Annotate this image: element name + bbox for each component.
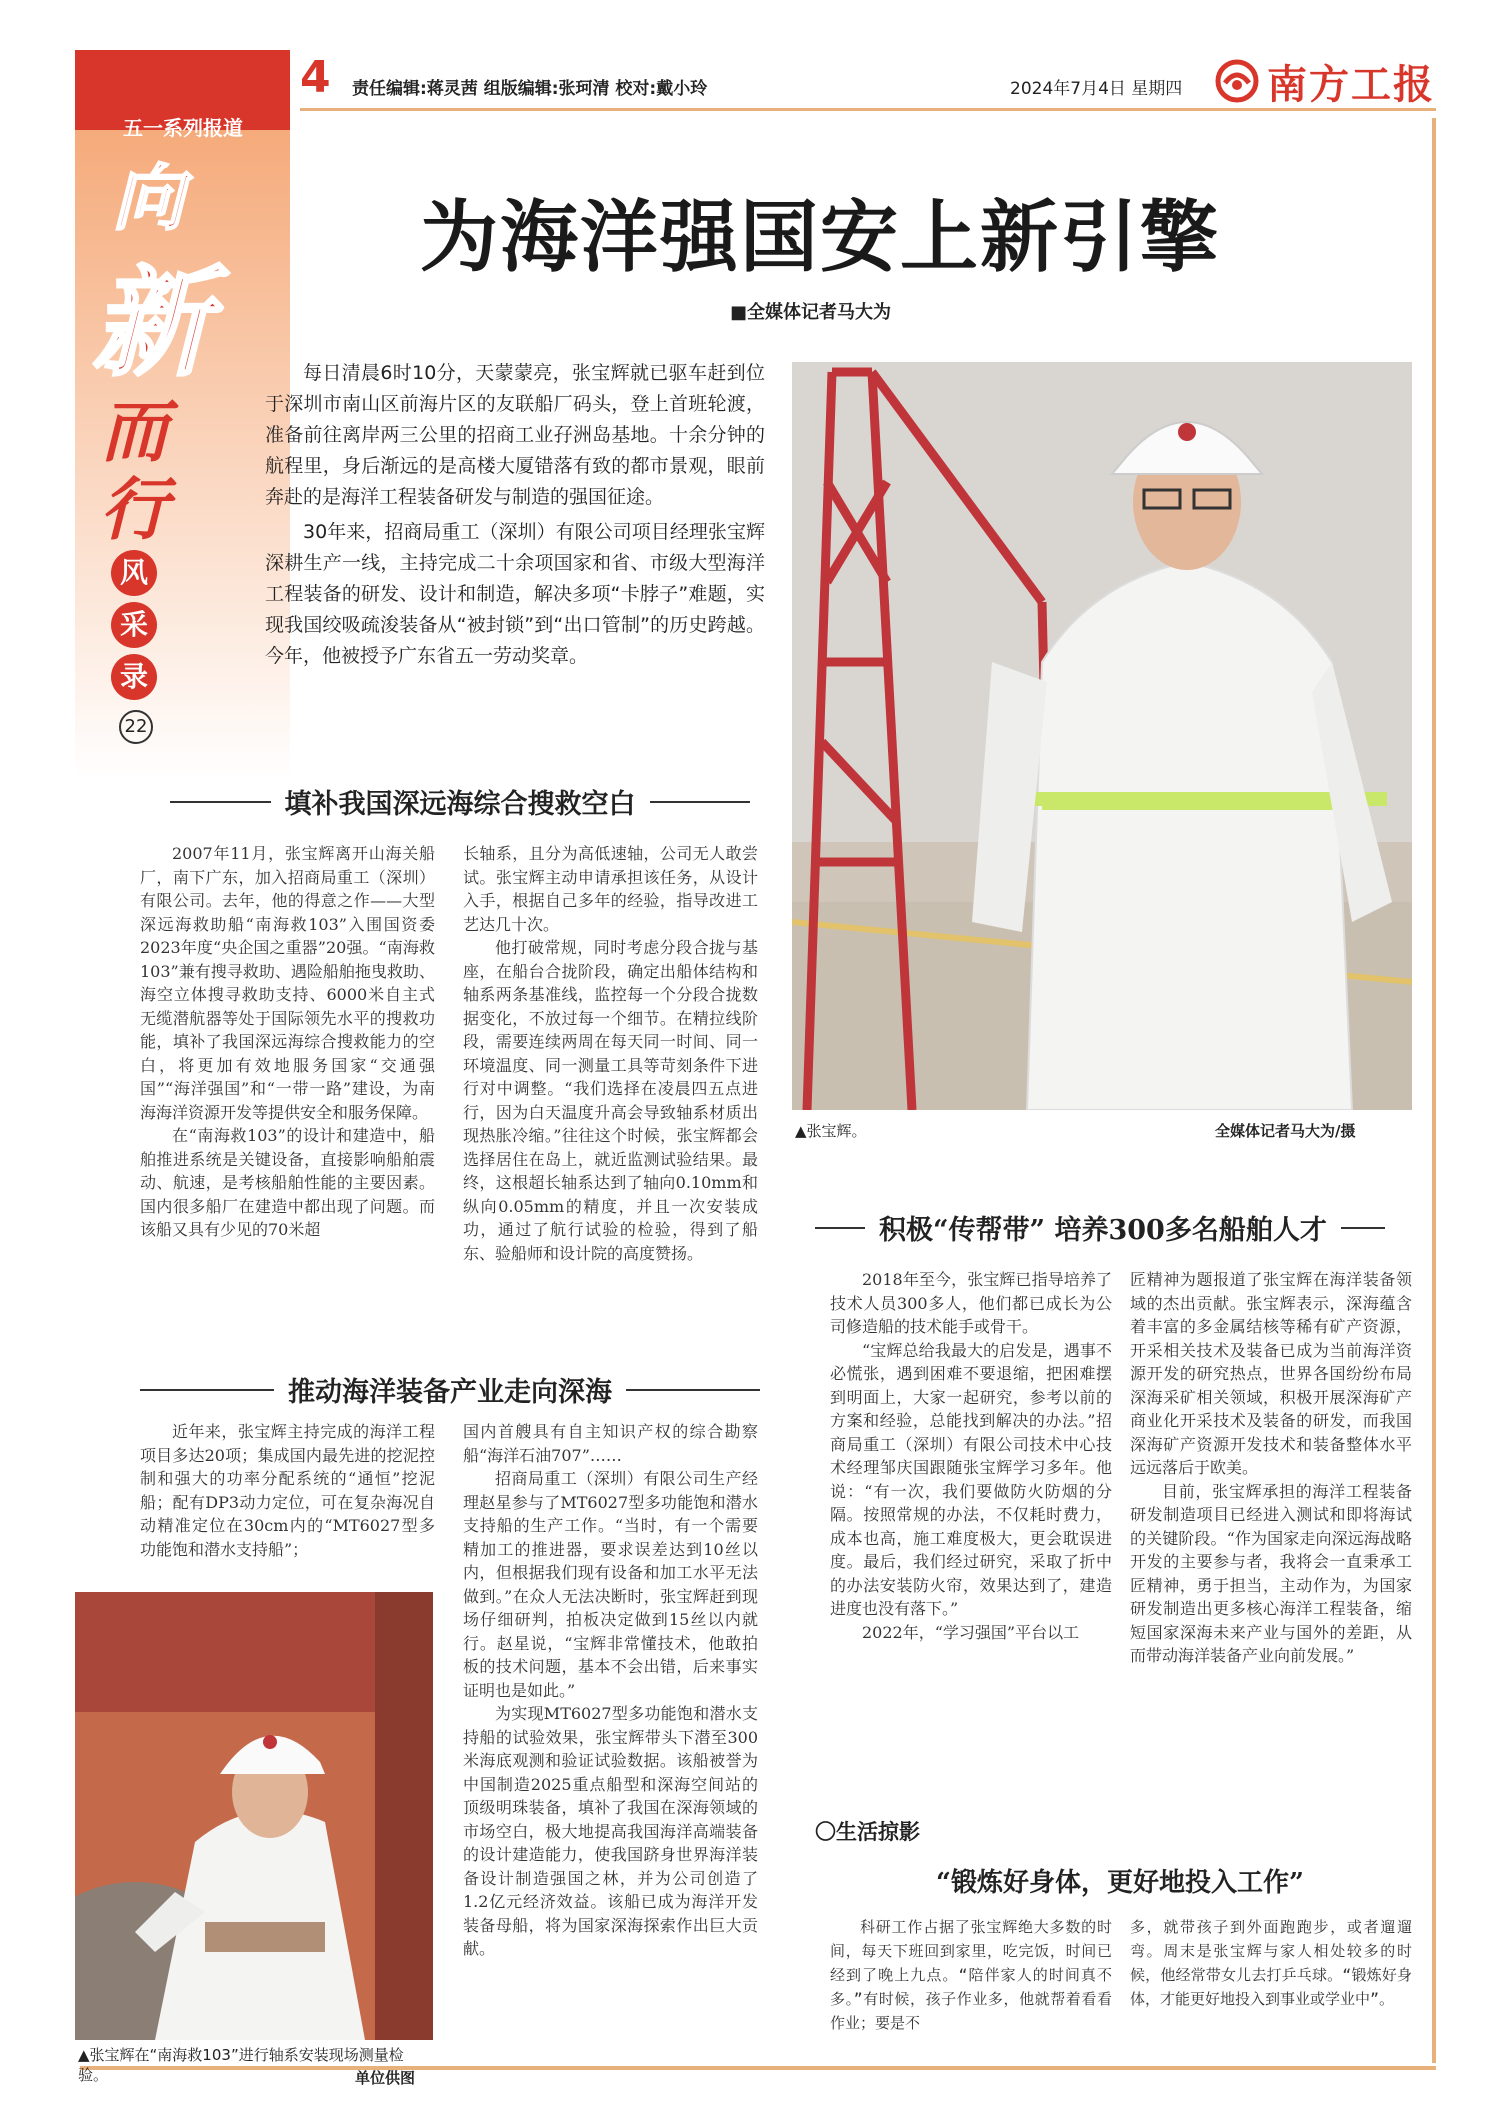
series-label: 五一系列报道 (123, 116, 243, 140)
banner-sub-lu: 录 (111, 654, 157, 700)
life-section-title: “锻炼好身体，更好地投入工作” (936, 1868, 1304, 1898)
issue-number-badge: 22 (119, 710, 153, 744)
main-photo-credit: 全媒体记者马大为/摄 (1215, 1122, 1356, 1140)
lead-paragraph: 每日清晨6时10分，天蒙蒙亮，张宝辉就已驱车赶到位于深圳市南山区前海片区的友联船厂码头，登上首班轮渡，准备前往离岸两三公里的招商工业孖洲岛基地。十余分钟的航程里，身后渐远的是高楼大厦错落有致的都市景观，眼前奔赴的是海洋工程装备研发与制造的强国征途。 (265, 362, 765, 508)
section-rule (170, 801, 271, 803)
section3-column-1 (830, 1268, 1112, 1644)
section2-column-2 (463, 1420, 758, 1961)
shaft-installation-photo (75, 1592, 433, 2040)
life-column-2 (1130, 1915, 1412, 2011)
section3-title: 积极“传帮带” 培养300多名船舶人才 (879, 1215, 1327, 1246)
paragraph: 匠精神为题报道了张宝辉在海洋装备领域的杰出贡献。张宝辉表示，深海蕴含着丰富的多金属结核等稀有矿产资源，开采相关技术及装备已成为当前海洋资源开发的研究热点，世界各国纷纷布局深海采矿相关领域，积极开展深海矿产商业化开采技术及装备的研发，而我国深海矿产资源开发技术和装备整体水平远远落后于欧美。 (1130, 1270, 1412, 1477)
paragraph: 科研工作占据了张宝辉绝大多数的时间，每天下班回到家里，吃完饭，时间已经到了晚上九点。“陪伴家人的时间真不多。”有时候，孩子作业多，他就帮着看看作业；要是不 (830, 1918, 1112, 2032)
banner-char-er: 而 (100, 393, 169, 472)
paragraph: 为实现MT6027型多功能饱和潜水支持船的试验效果，张宝辉带头下潜至300米海底观测和验证试验数据。该船被誉为中国制造2025重点船型和深海空间站的顶级明珠装备，填补了我国在深海领域的市场空白，极大地提高我国海洋高端装备的设计建造能力，使我国跻身世界海洋装备设计制造强国之林，并为公司创造了1.2亿元经济效益。该船已成为海洋开发装备母船，将为国家深海探索作出巨大贡献。 (463, 1704, 758, 1958)
section3-header (815, 1208, 1385, 1247)
paragraph: 招商局重工（深圳）有限公司生产经理赵星参与了MT6027型多功能饱和潜水支持船的生产工作。“当时，有一个需要精加工的推进器，要求误差达到10丝以内，但根据我们现有设备和加工水平无法做到。”在众人无法决断时，张宝辉赶到现场仔细研判，拍板决定做到15丝以内就行。赵星说，“宝辉非常懂技术，他敢拍板的技术问题，基本不会出错，后来事实证明也是如此。” (463, 1469, 758, 1700)
lead-paragraphs (265, 358, 765, 676)
paragraph: 2018年至今，张宝辉已指导培养了技术人员300多人，他们都已成长为公司修造船的技术能手或骨干。 (830, 1270, 1112, 1336)
paragraph: “宝辉总给我最大的启发是，遇事不必慌张，遇到困难不要退缩，把困难摆到明面上，大家一起研究，参考以前的方案和经验，总能找到解决的办法。”招商局重工（深圳）有限公司技术中心技术经理邹庆国跟随张宝辉学习多年。他说：“有一次，我们要做防火防烟的分隔。按照常规的办法，不仅耗时费力，成本也高，施工难度极大，更会耽误进度。最后，我们经过研究，采取了折中的办法安装防火帘，效果达到了，建造进度也没有落下。” (830, 1340, 1112, 1618)
lead-paragraph: 30年来，招商局重工（深圳）有限公司项目经理张宝辉深耕生产一线，主持完成二十余项国家和省、市级大型海洋工程装备的研发、设计和制造，解决多项“卡脖子”难题，实现我国绞吸疏浚装备从“被封锁”到“出口管制”的历史跨越。今年，他被授予广东省五一劳动奖章。 (265, 521, 765, 667)
section1-column-2 (463, 842, 758, 1265)
newspaper-logo-icon (1215, 59, 1259, 103)
frame-right-line (1432, 118, 1436, 2063)
section1-title: 填补我国深远海综合搜救空白 (284, 789, 636, 820)
paragraph: 2022年，“学习强国”平台以工 (862, 1622, 1080, 1642)
paragraph: 多，就带孩子到外面跑跑步，或者遛遛弯。周末是张宝辉与家人相处较多的时候，他经常带女儿去打乒乓球。“锻炼好身体，才能更好地投入到事业或学业中”。 (1130, 1918, 1412, 2008)
paragraph: 在“南海救103”的设计和建造中，船舶推进系统是关键设备，直接影响船舶震动、航速，是考核船舶性能的主要因素。国内很多船厂在建造中都出现了问题。而该船又具有少见的70米超 (140, 1126, 435, 1239)
frame-top-line (300, 108, 1436, 111)
banner-char-xing: 行 (100, 471, 169, 550)
banner-char-xin: 新 (92, 254, 211, 392)
section-rule (650, 801, 751, 803)
paragraph: 国内首艘具有自主知识产权的综合勘察船“海洋石油707”…… (463, 1422, 758, 1465)
page-title: 为海洋强国安上新引擎 (419, 192, 1220, 283)
section-rule (1341, 1227, 1385, 1229)
paragraph: 目前，张宝辉承担的海洋工程装备研发制造项目已经进入测试和即将海试的关键阶段。“作为国家走向深远海战略开发的主要参与者，我将会一直秉承工匠精神，勇于担当，主动作为，为国家研发制造出更多核心海洋工程装备，缩短国家深海未来产业与国外的差距，从而带动海洋装备产业向前发展。” (1130, 1481, 1412, 1665)
newspaper-name: 南方工报 (1267, 61, 1435, 108)
banner-sub-feng: 风 (111, 550, 157, 596)
paragraph: 长轴系，且分为高低速轴，公司无人敢尝试。张宝辉主动申请承担该任务，从设计入手，根据自己多年的经验，指导改进工艺达几十次。 (463, 844, 758, 934)
editors-line: 责任编辑:蒋灵茜 组版编辑:张珂清 校对:戴小玲 (352, 79, 708, 99)
newspaper-logo (1215, 55, 1435, 107)
page-number: 4 (300, 52, 331, 103)
life-column-1 (830, 1915, 1112, 2035)
section-rule (140, 1389, 274, 1391)
shaft-photo-caption: ▲张宝辉在“南海救103”进行轴系安装现场测量检验。 (78, 2046, 404, 2084)
section-rule (626, 1389, 760, 1391)
main-portrait-photo (792, 362, 1412, 1110)
section3-column-2 (1130, 1268, 1412, 1668)
issue-date: 2024年7月4日 星期四 (1010, 79, 1183, 99)
banner-sub-cai: 采 (111, 602, 157, 648)
section1-column-1 (140, 842, 435, 1242)
shaft-photo-credit: 单位供图 (355, 2069, 416, 2087)
life-section-tag: 〇生活掠影 (815, 1820, 920, 1844)
banner-char-xiang: 向 (112, 156, 185, 240)
section1-header (170, 782, 750, 821)
section2-column-1 (140, 1420, 435, 1561)
byline: ■全媒体记者马大为 (730, 302, 892, 323)
paragraph: 近年来，张宝辉主持完成的海洋工程项目多达20项；集成国内最先进的挖泥控制和强大的功率分配系统的“通恒”挖泥船；配有DP3动力定位，可在复杂海况自动精准定位在30cm内的“MT6027型多功能饱和潜水支持船”； (140, 1422, 435, 1559)
section-rule (815, 1227, 865, 1229)
paragraph: 他打破常规，同时考虑分段合拢与基座，在船台合拢阶段，确定出船体结构和轴系两条基准线，监控每一个分段合拢数据变化，不放过每一个细节。在精拉线阶段，需要连续两周在每天同一时间、同一环境温度、同一测量工具等苛刻条件下进行对中调整。“我们选择在凌晨四五点进行，因为白天温度升高会导致轴系材质出现热胀冷缩。”往往这个时候，张宝辉都会选择居住在岛上，就近监测试验结果。最终，这根超长轴系达到了轴向0.10mm和纵向0.05mm的精度，并且一次安装成功，通过了航行试验的检验，得到了船东、验船师和设计院的高度赞扬。 (463, 938, 758, 1263)
section2-header (140, 1370, 760, 1409)
main-photo-caption: ▲张宝辉。 (795, 1122, 867, 1140)
paragraph: 2007年11月，张宝辉离开山海关船厂，南下广东，加入招商局重工（深圳）有限公司。去年，他的得意之作——大型深远海救助船“南海救103”入围国资委2023年度“央企国之重器”20强。“南海救103”兼有搜寻救助、遇险船舶拖曳救助、海空立体搜寻救助支持、6000米自主式无缆潜航器等处于国际领先水平的搜救功能，填补了我国深远海综合搜救能力的空白，将更加有效地服务国家“交通强国”“海洋强国”和“一带一路”建设，为南海海洋资源开发等提供安全和服务保障。 (140, 844, 435, 1122)
section2-title: 推动海洋装备产业走向深海 (288, 1377, 612, 1408)
